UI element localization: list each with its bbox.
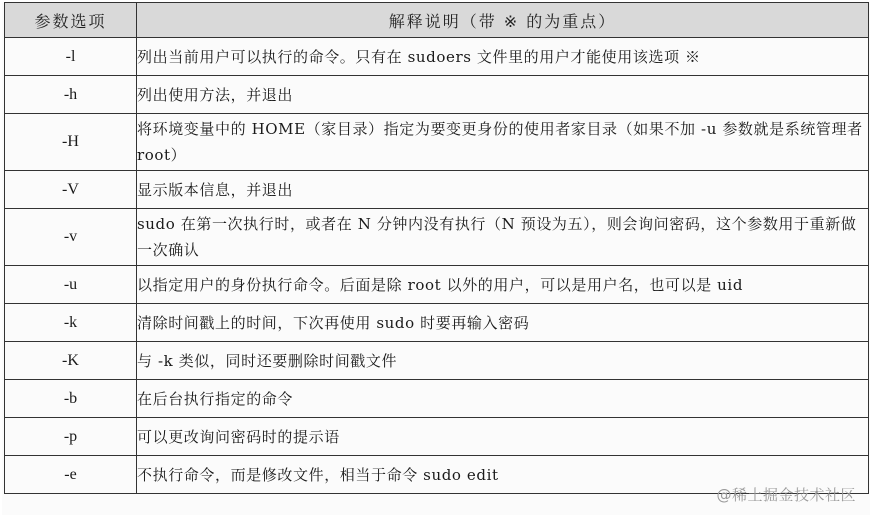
description-cell: 列出使用方法，并退出: [137, 76, 869, 114]
option-cell: -p: [5, 418, 137, 456]
table-row: [5, 266, 869, 304]
description-cell: 与 -k 类似，同时还要删除时间戳文件: [137, 342, 869, 380]
option-cell: -V: [5, 171, 137, 209]
table-row: [5, 304, 869, 342]
table-row: [5, 418, 869, 456]
option-cell: -l: [5, 38, 137, 76]
option-cell: -k: [5, 304, 137, 342]
header-description: 解释说明（带 ※ 的为重点）: [137, 3, 869, 38]
table-row: [5, 380, 869, 418]
table-row: [5, 76, 869, 114]
option-cell: -b: [5, 380, 137, 418]
sudo-options-table: [4, 2, 869, 494]
description-cell: 列出当前用户可以执行的命令。只有在 sudoers 文件里的用户才能使用该选项 ※: [137, 38, 869, 76]
option-cell: -h: [5, 76, 137, 114]
description-cell: 在后台执行指定的命令: [137, 380, 869, 418]
table-row: [5, 114, 869, 171]
table-row: [5, 342, 869, 380]
description-cell: 可以更改询问密码时的提示语: [137, 418, 869, 456]
description-cell: 将环境变量中的 HOME（家目录）指定为要变更身份的使用者家目录（如果不加 -u 参数就是系统管理者 root）: [137, 114, 869, 171]
description-cell: 以指定用户的身份执行命令。后面是除 root 以外的用户，可以是用户名，也可以是 uid: [137, 266, 869, 304]
option-cell: -u: [5, 266, 137, 304]
description-cell: sudo 在第一次执行时，或者在 N 分钟内没有执行（N 预设为五），则会询问密码，这个参数用于重新做一次确认: [137, 209, 869, 266]
description-cell: 不执行命令，而是修改文件，相当于命令 sudo edit: [137, 456, 869, 494]
option-cell: -H: [5, 114, 137, 171]
table-header-row: [5, 3, 869, 38]
table-row: [5, 38, 869, 76]
header-option: 参数选项: [5, 3, 137, 38]
description-cell: 清除时间戳上的时间，下次再使用 sudo 时要再输入密码: [137, 304, 869, 342]
description-cell: 显示版本信息，并退出: [137, 171, 869, 209]
table-row: [5, 171, 869, 209]
document-page: [2, 2, 870, 515]
option-cell: -K: [5, 342, 137, 380]
watermark: @稀土掘金技术社区: [716, 486, 856, 504]
option-cell: -e: [5, 456, 137, 494]
table-row: [5, 209, 869, 266]
option-cell: -v: [5, 209, 137, 266]
